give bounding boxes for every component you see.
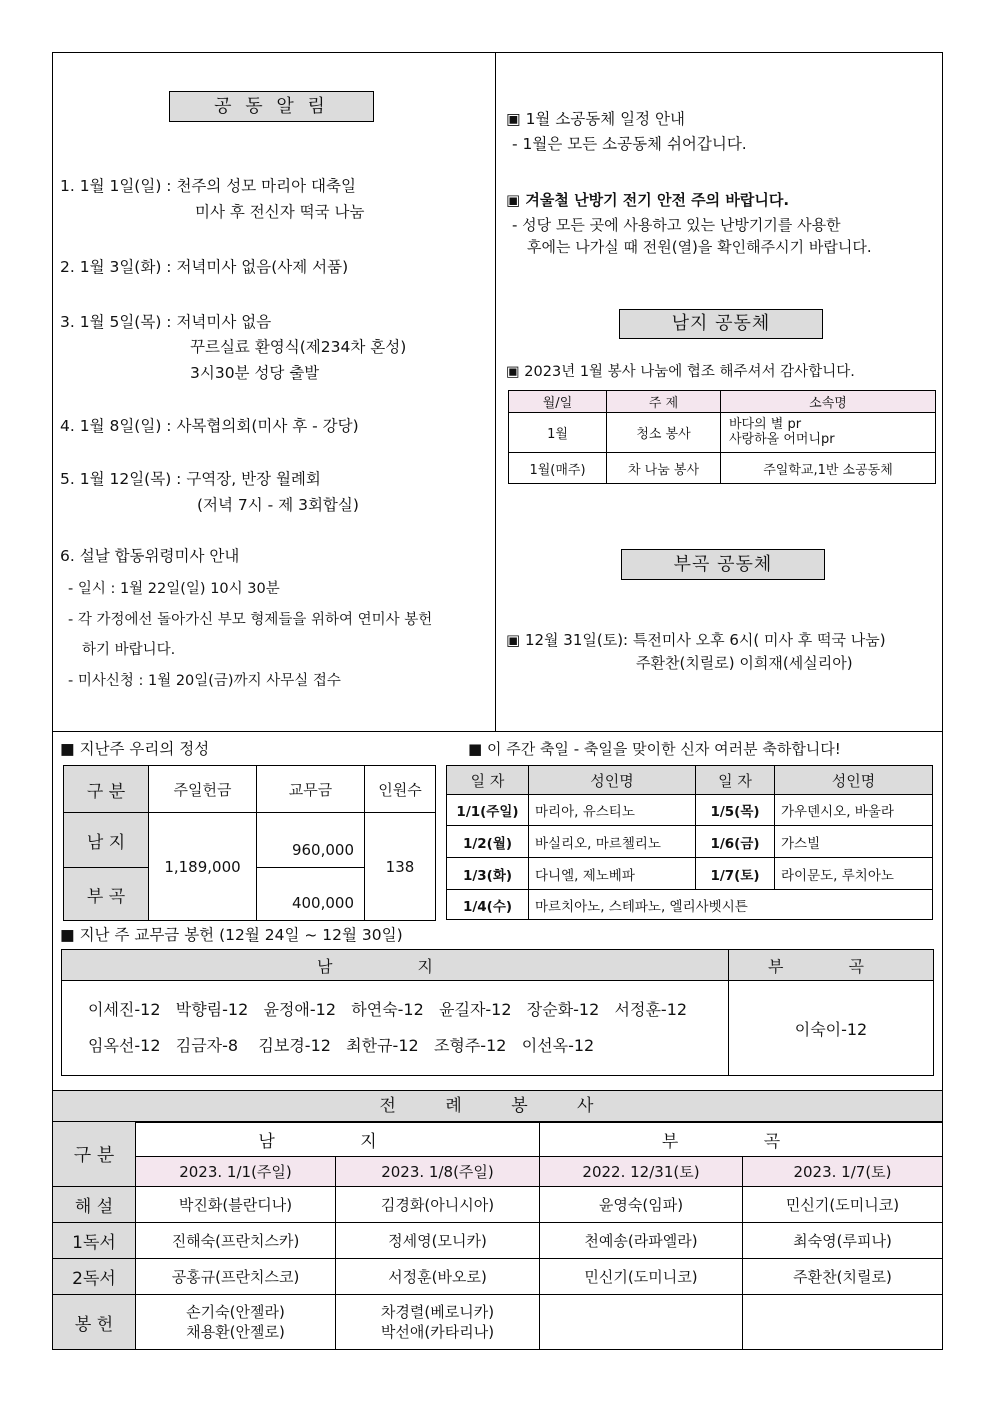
liturgy-cell: 진해숙(프란치스카) [136, 1223, 336, 1259]
bugok-notice: ▣ 12월 31일(토): 특전미사 오후 6시( 미사 후 떡국 나눔) [506, 631, 886, 649]
gyomu-namji-line-1: 이세진-12 박향림-12 윤정애-12 하연숙-12 윤길자-12 장순화-12 서정훈-12 [88, 1000, 688, 1019]
liturgy-row-label: 2독서 [53, 1259, 136, 1295]
feast-row-date: 1/5(목) [696, 795, 775, 826]
row2-group: 주일학교,1반 소공동체 [721, 453, 936, 484]
liturgy-cell: 민신기(도미니코) [743, 1187, 943, 1223]
liturgy-bugok-head: 부 곡 [540, 1122, 943, 1157]
liturgy-date: 2023. 1/7(토) [743, 1157, 943, 1187]
col-topic: 주 제 [607, 391, 721, 413]
feast-col-date: 일 자 [447, 766, 529, 795]
offering-col-gyomu: 교무금 [257, 766, 365, 813]
row1-group [721, 413, 936, 453]
row2-topic: 차 나눔 봉사 [607, 453, 721, 484]
notice-item-3-detail: 꾸르실료 환영식(제234차 혼성) [190, 338, 407, 356]
liturgy-cell [540, 1295, 743, 1350]
feast-row-saint: 마르치아노, 스테파노, 엘리사벳시튼 [529, 890, 933, 920]
small-community-body: - 1월은 모든 소공동체 쉬어갑니다. [512, 135, 747, 153]
bugok-title: 부곡 공동체 [621, 549, 825, 580]
notice-item-3: 3. 1월 5일(목) : 저녁미사 없음 [60, 313, 272, 331]
gyomu-table [61, 949, 934, 1076]
offering-col-sunday: 주일헌금 [149, 766, 257, 813]
feast-row-saint: 바실리오, 마르첼리노 [529, 826, 696, 858]
liturgy-title: 전 례 봉 사 [53, 1090, 942, 1123]
offering-bugok-gyomu: 400,000 [257, 868, 365, 921]
liturgy-cell: 김경화(아니시아) [336, 1187, 540, 1223]
notice-title: 공 동 알 림 [169, 91, 374, 122]
liturgy-cell-name: 차경렬(베로니카) [380, 1302, 495, 1321]
column-divider [495, 52, 496, 731]
liturgy-cell-name: 손기숙(안젤라) [186, 1302, 285, 1321]
notice-item-2: 2. 1월 3일(화) : 저녁미사 없음(사제 서품) [60, 258, 349, 276]
liturgy-date: 2022. 12/31(토) [540, 1157, 743, 1187]
feast-table [446, 765, 933, 920]
notice-item-1-detail: 미사 후 전신자 떡국 나눔 [195, 203, 365, 221]
notice-item-4: 4. 1월 8일(일) : 사목협의회(미사 후 - 강당) [60, 417, 359, 435]
offering-bugok-label: 부 곡 [64, 868, 149, 921]
heater-body-2: 후에는 나가실 때 전원(열)을 확인해주시기 바랍니다. [527, 238, 872, 256]
feast-row-date: 1/4(수) [447, 890, 529, 920]
liturgy-cell [336, 1295, 540, 1350]
notice-item-5-detail: (저녁 7시 - 제 3회합실) [197, 496, 359, 514]
namji-thanks: ▣ 2023년 1월 봉사 나눔에 협조 해주셔서 감사합니다. [506, 364, 855, 380]
gyomu-title: ■ 지난 주 교무금 봉헌 (12월 24일 ~ 12월 30일) [60, 926, 403, 944]
liturgy-cell [136, 1295, 336, 1350]
notice-item-6-date: - 일시 : 1월 22일(일) 10시 30분 [68, 581, 280, 597]
liturgy-cell: 주환찬(치릴로) [743, 1259, 943, 1295]
liturgy-cell: 윤영숙(임파) [540, 1187, 743, 1223]
liturgy-gubun: 구 분 [53, 1122, 136, 1187]
gyomu-bugok-list: 이숙이-12 [729, 981, 934, 1076]
gyomu-namji-line-2: 임옥선-12 김금자-8 김보경-12 최한규-12 조형주-12 이선옥-12 [88, 1036, 595, 1055]
feast-row-saint: 마리아, 유스티노 [529, 795, 696, 826]
small-community-heading: ▣ 1월 소공동체 일정 안내 [506, 110, 685, 128]
section-divider [52, 731, 943, 732]
notice-item-6-desc: - 각 가정에선 돌아가신 부모 형제들을 위하여 연미사 봉헌 [68, 612, 433, 628]
feast-row-date: 1/3(화) [447, 858, 529, 890]
liturgy-row-label: 해 설 [53, 1187, 136, 1223]
bugok-notice-2: 주환찬(치릴로) 이희재(세실리아) [636, 654, 853, 672]
feast-row-date: 1/1(주일) [447, 795, 529, 826]
notice-item-3-detail-2: 3시30분 성당 출발 [190, 364, 320, 382]
feast-col-saint-2: 성인명 [775, 766, 933, 795]
liturgy-namji-head: 남 지 [136, 1122, 540, 1157]
notice-item-6-apply: - 미사신청 : 1월 20일(금)까지 사무실 접수 [68, 673, 341, 689]
offering-col-gubun: 구 분 [64, 766, 149, 813]
liturgy-row-label: 봉 헌 [53, 1295, 136, 1350]
liturgy-cell: 정세영(모니카) [336, 1223, 540, 1259]
feast-row-saint: 라이문도, 루치아노 [775, 858, 933, 890]
gyomu-namji-list [62, 981, 729, 1076]
row1-month: 1월 [509, 413, 607, 453]
liturgy-cell: 천예송(라파엘라) [540, 1223, 743, 1259]
namji-title: 남지 공동체 [619, 309, 823, 339]
gyomu-namji-head: 남 지 [62, 950, 729, 981]
col-group: 소속명 [721, 391, 936, 413]
liturgy-cell [743, 1295, 943, 1350]
liturgy-cell-name: 박선애(카타리나) [380, 1323, 495, 1341]
row1-group-2: 사랑하올 어머니pr [729, 431, 835, 447]
notice-item-5: 5. 1월 12일(목) : 구역장, 반장 월례회 [60, 470, 321, 488]
notice-item-6-desc-2: 하기 바랍니다. [82, 642, 176, 658]
liturgy-date: 2023. 1/1(주일) [136, 1157, 336, 1187]
feast-row-saint: 다니엘, 제노베파 [529, 858, 696, 890]
row1-topic: 청소 봉사 [607, 413, 721, 453]
liturgy-cell: 박진화(블란디나) [136, 1187, 336, 1223]
heater-heading: ▣ 겨울철 난방기 전기 안전 주의 바랍니다. [506, 191, 790, 209]
feast-title: ■ 이 주간 축일 - 축일을 맞이한 신자 여러분 축하합니다! [468, 740, 841, 758]
liturgy-cell-name: 채용환(안젤로) [186, 1323, 285, 1341]
liturgy-date: 2023. 1/8(주일) [336, 1157, 540, 1187]
offering-col-people: 인원수 [365, 766, 436, 813]
namji-service-table [508, 390, 936, 484]
notice-item-6: 6. 설날 합동위령미사 안내 [60, 547, 240, 565]
notice-item-1: 1. 1월 1일(일) : 천주의 성모 마리아 대축일 [60, 177, 356, 195]
liturgy-cell: 민신기(도미니코) [540, 1259, 743, 1295]
offering-title: ■ 지난주 우리의 정성 [60, 740, 210, 758]
offering-people: 138 [365, 813, 436, 921]
offering-table [63, 765, 436, 921]
feast-row-date: 1/7(토) [696, 858, 775, 890]
liturgy-cell: 서정훈(바오로) [336, 1259, 540, 1295]
liturgy-table [52, 1121, 943, 1350]
offering-sunday-total: 1,189,000 [149, 813, 257, 921]
heater-body: - 성당 모든 곳에 사용하고 있는 난방기기를 사용한 [512, 216, 841, 234]
feast-row-date: 1/6(금) [696, 826, 775, 858]
feast-col-saint: 성인명 [529, 766, 696, 795]
col-month: 월/일 [509, 391, 607, 413]
feast-row-saint: 가우덴시오, 바울라 [775, 795, 933, 826]
liturgy-cell: 공홍규(프란치스코) [136, 1259, 336, 1295]
offering-namji-gyomu: 960,000 [257, 813, 365, 868]
feast-row-saint: 가스빌 [775, 826, 933, 858]
feast-col-date-2: 일 자 [696, 766, 775, 795]
row2-month: 1월(매주) [509, 453, 607, 484]
row1-group-1: 바다의 별 pr [729, 417, 802, 433]
gyomu-bugok-head: 부 곡 [729, 950, 934, 981]
liturgy-cell: 최숙영(루피나) [743, 1223, 943, 1259]
feast-row-date: 1/2(월) [447, 826, 529, 858]
liturgy-row-label: 1독서 [53, 1223, 136, 1259]
offering-namji-label: 남 지 [64, 813, 149, 868]
